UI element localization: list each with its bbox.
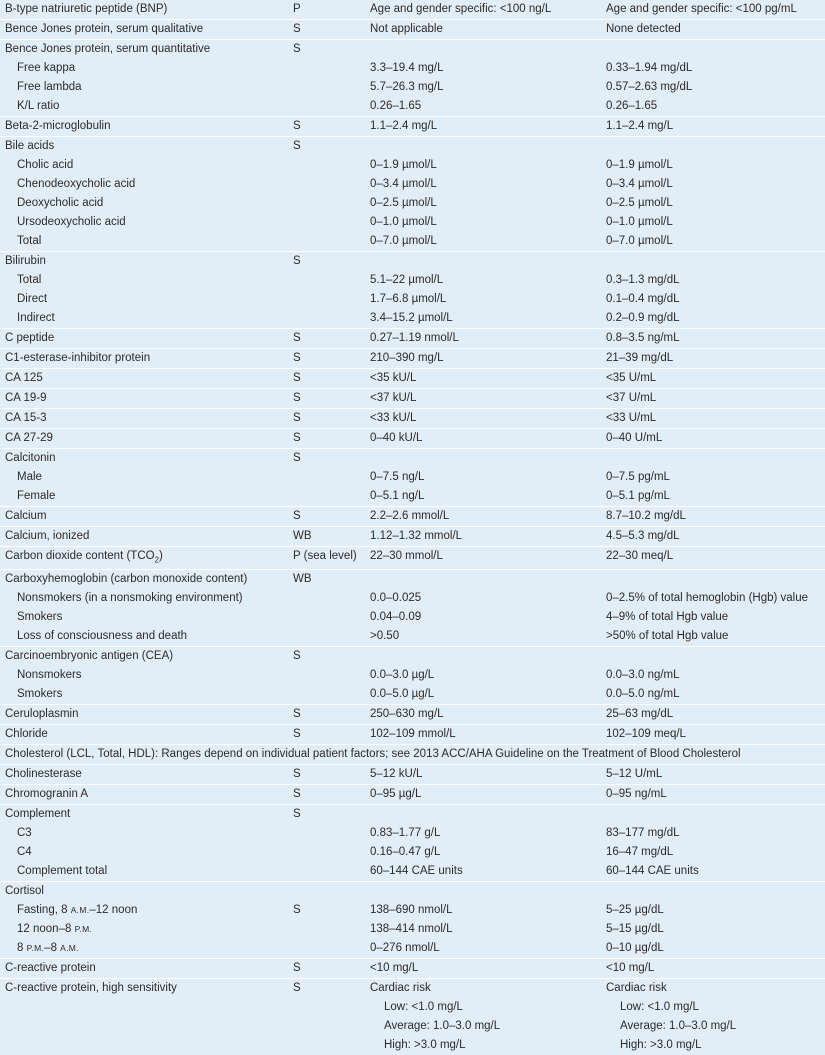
analyte-cell: Ceruloplasmin bbox=[0, 705, 288, 725]
table-row bbox=[0, 97, 825, 117]
table-row bbox=[0, 252, 825, 272]
table-row bbox=[0, 805, 825, 825]
conv-cell: 0–10 µg/dL bbox=[601, 939, 825, 959]
specimen-cell: S bbox=[288, 705, 365, 725]
analyte-cell: Calcium, ionized bbox=[0, 527, 288, 547]
si-cell: 5.1–22 µmol/L bbox=[365, 271, 601, 290]
analyte-cell: C-reactive protein bbox=[0, 959, 288, 979]
row-group-c-peptide bbox=[0, 329, 825, 349]
table-row bbox=[0, 156, 825, 175]
table-row bbox=[0, 647, 825, 667]
analyte-cell: Smokers bbox=[0, 685, 288, 705]
table-row bbox=[0, 59, 825, 78]
analyte-cell: Female bbox=[0, 487, 288, 507]
conv-cell: 22–30 meq/L bbox=[601, 547, 825, 570]
conv-cell: 0.26–1.65 bbox=[601, 97, 825, 117]
table-row bbox=[0, 939, 825, 959]
analyte-cell: C peptide bbox=[0, 329, 288, 349]
si-cell: 3.3–19.4 mg/L bbox=[365, 59, 601, 78]
table-row bbox=[0, 843, 825, 862]
conv-cell: <37 U/mL bbox=[601, 389, 825, 409]
row-group-c1-esterase bbox=[0, 349, 825, 369]
analyte-cell: K/L ratio bbox=[0, 97, 288, 117]
conv-cell: 1.1–2.4 mg/L bbox=[601, 117, 825, 137]
si-cell: 3.4–15.2 µmol/L bbox=[365, 309, 601, 329]
row-group-bnp bbox=[0, 0, 825, 20]
table-row bbox=[0, 685, 825, 705]
analyte-cell: C3 bbox=[0, 824, 288, 843]
table-row bbox=[0, 745, 825, 765]
si-cell: 0–40 kU/L bbox=[365, 429, 601, 449]
conv-cell: 0.0–5.0 ng/mL bbox=[601, 685, 825, 705]
specimen-cell: S bbox=[288, 429, 365, 449]
specimen-cell: S bbox=[288, 369, 365, 389]
conv-cell: 102–109 meq/L bbox=[601, 725, 825, 745]
table-row bbox=[0, 40, 825, 60]
table-row bbox=[0, 468, 825, 487]
si-cell: 0.16–0.47 g/L bbox=[365, 843, 601, 862]
table-row bbox=[0, 824, 825, 843]
conv-cell: 0–5.1 pg/mL bbox=[601, 487, 825, 507]
conv-cell: >50% of total Hgb value bbox=[601, 627, 825, 647]
conv-cell: 0–2.5 µmol/L bbox=[601, 194, 825, 213]
si-cell: 0.0–0.025 bbox=[365, 589, 601, 608]
specimen-cell: S bbox=[288, 979, 365, 1055]
analyte-cell: CA 19-9 bbox=[0, 389, 288, 409]
analyte-cell: Calcium bbox=[0, 507, 288, 527]
conv-cell: 0.8–3.5 ng/mL bbox=[601, 329, 825, 349]
analyte-cell: Cholinesterase bbox=[0, 765, 288, 785]
specimen-cell: P bbox=[288, 0, 365, 20]
conv-cell: 83–177 mg/dL bbox=[601, 824, 825, 843]
conv-cell: 16–47 mg/dL bbox=[601, 843, 825, 862]
conv-cell: 0.3–1.3 mg/dL bbox=[601, 271, 825, 290]
table-row bbox=[0, 409, 825, 429]
conv-cell: 0.2–0.9 mg/dL bbox=[601, 309, 825, 329]
si-cell: 1.1–2.4 mg/L bbox=[365, 117, 601, 137]
table-row bbox=[0, 349, 825, 369]
specimen-cell: S bbox=[288, 389, 365, 409]
si-cell: 0–7.5 ng/L bbox=[365, 468, 601, 487]
conv-cell: 5–12 U/mL bbox=[601, 765, 825, 785]
table-row bbox=[0, 862, 825, 882]
specimen-cell: S bbox=[288, 117, 365, 137]
conv-cell: 60–144 CAE units bbox=[601, 862, 825, 882]
analyte-cell: Bile acids bbox=[0, 137, 288, 157]
analyte-cell: Beta-2-microglobulin bbox=[0, 117, 288, 137]
table-row bbox=[0, 705, 825, 725]
si-cell: 0–95 µg/L bbox=[365, 785, 601, 805]
conv-cell: 0–7.0 µmol/L bbox=[601, 232, 825, 252]
table-row bbox=[0, 78, 825, 97]
conv-cell: 0–1.9 µmol/L bbox=[601, 156, 825, 175]
conv-cell: 0–1.0 µmol/L bbox=[601, 213, 825, 232]
table-row bbox=[0, 627, 825, 647]
conv-cell: 0.33–1.94 mg/dL bbox=[601, 59, 825, 78]
analyte-cell: Complement total bbox=[0, 862, 288, 882]
conv-cell: 8.7–10.2 mg/dL bbox=[601, 507, 825, 527]
specimen-cell: S bbox=[288, 647, 365, 667]
specimen-cell: S bbox=[288, 449, 365, 469]
table-row bbox=[0, 290, 825, 309]
specimen-cell: S bbox=[288, 409, 365, 429]
si-cell: 60–144 CAE units bbox=[365, 862, 601, 882]
analyte-cell: Complement bbox=[0, 805, 288, 825]
row-group-bj-quant bbox=[0, 40, 825, 117]
table-row bbox=[0, 329, 825, 349]
si-cell: 0–1.0 µmol/L bbox=[365, 213, 601, 232]
analyte-cell: 12 noon–8 P.M. bbox=[0, 920, 288, 939]
table-row bbox=[0, 608, 825, 627]
si-cell: 0–3.4 µmol/L bbox=[365, 175, 601, 194]
specimen-cell: S bbox=[288, 765, 365, 785]
table-row bbox=[0, 882, 825, 902]
analyte-cell: Fasting, 8 A.M.–12 noon bbox=[0, 901, 288, 920]
table-row bbox=[0, 369, 825, 389]
si-cell: 0.26–1.65 bbox=[365, 97, 601, 117]
si-cell: 1.12–1.32 mmol/L bbox=[365, 527, 601, 547]
conv-cell: None detected bbox=[601, 20, 825, 40]
analyte-cell: Free kappa bbox=[0, 59, 288, 78]
si-cell: 0.0–3.0 µg/L bbox=[365, 666, 601, 685]
analyte-cell: Indirect bbox=[0, 309, 288, 329]
analyte-cell: Bence Jones protein, serum quantitative bbox=[0, 40, 288, 60]
si-cell: 138–414 nmol/L bbox=[365, 920, 601, 939]
table-row bbox=[0, 117, 825, 137]
table-row bbox=[0, 232, 825, 252]
row-group-ca2729 bbox=[0, 429, 825, 449]
specimen-cell: S bbox=[288, 20, 365, 40]
si-cell: 5–12 kU/L bbox=[365, 765, 601, 785]
analyte-cell: Nonsmokers bbox=[0, 666, 288, 685]
analyte-cell: Ursodeoxycholic acid bbox=[0, 213, 288, 232]
analyte-cell: Total bbox=[0, 232, 288, 252]
conv-cell: 5–25 µg/dL bbox=[601, 901, 825, 920]
si-cell: Not applicable bbox=[365, 20, 601, 40]
table-row bbox=[0, 589, 825, 608]
table-row bbox=[0, 194, 825, 213]
si-cell: Age and gender specific: <100 ng/L bbox=[365, 0, 601, 20]
specimen-cell: P (sea level) bbox=[288, 547, 365, 570]
si-cell: 250–630 mg/L bbox=[365, 705, 601, 725]
si-cell: 102–109 mmol/L bbox=[365, 725, 601, 745]
conv-cell: 0.0–3.0 ng/mL bbox=[601, 666, 825, 685]
si-cell: 210–390 mg/L bbox=[365, 349, 601, 369]
row-group-cholinesterase bbox=[0, 765, 825, 785]
specimen-cell: S bbox=[288, 349, 365, 369]
row-group-ca199 bbox=[0, 389, 825, 409]
si-cell: 0–5.1 ng/L bbox=[365, 487, 601, 507]
row-group-ceruloplasmin bbox=[0, 705, 825, 725]
conv-cell: 4.5–5.3 mg/dL bbox=[601, 527, 825, 547]
si-cell: 0–276 nmol/L bbox=[365, 939, 601, 959]
row-group-cea bbox=[0, 647, 825, 705]
specimen-cell: S bbox=[288, 252, 365, 272]
table-row bbox=[0, 213, 825, 232]
si-cell: 2.2–2.6 mmol/L bbox=[365, 507, 601, 527]
table-row bbox=[0, 959, 825, 979]
analyte-cell: CA 15-3 bbox=[0, 409, 288, 429]
row-group-calcitonin bbox=[0, 449, 825, 507]
analyte-cell: Male bbox=[0, 468, 288, 487]
analyte-cell: 8 P.M.–8 A.M. bbox=[0, 939, 288, 959]
analyte-cell: Carbon dioxide content $(TCO_2)$ bbox=[0, 547, 288, 570]
si-cell: >0.50 bbox=[365, 627, 601, 647]
table-row bbox=[0, 429, 825, 449]
specimen-cell: S bbox=[288, 329, 365, 349]
si-cell: <37 kU/L bbox=[365, 389, 601, 409]
conv-cell: <33 U/mL bbox=[601, 409, 825, 429]
row-group-chromogranin bbox=[0, 785, 825, 805]
analyte-cell: B-type natriuretic peptide (BNP) bbox=[0, 0, 288, 20]
table-row bbox=[0, 666, 825, 685]
table-row bbox=[0, 389, 825, 409]
row-group-cholesterol bbox=[0, 745, 825, 765]
analyte-cell: CA 27-29 bbox=[0, 429, 288, 449]
row-group-bile-acids bbox=[0, 137, 825, 252]
row-group-b2m bbox=[0, 117, 825, 137]
table-row bbox=[0, 449, 825, 469]
conv-cell: 0–40 U/mL bbox=[601, 429, 825, 449]
row-group-cortisol bbox=[0, 882, 825, 959]
row-group-ca153 bbox=[0, 409, 825, 429]
table-row bbox=[0, 901, 825, 920]
si-cell: 0.0–5.0 µg/L bbox=[365, 685, 601, 705]
analyte-cell: Cortisol bbox=[0, 882, 288, 902]
analyte-cell: Total bbox=[0, 271, 288, 290]
specimen-cell: S bbox=[288, 901, 365, 920]
analyte-cell: Carcinoembryonic antigen (CEA) bbox=[0, 647, 288, 667]
table-row bbox=[0, 920, 825, 939]
table-row bbox=[0, 309, 825, 329]
conv-cell: 0.57–2.63 mg/dL bbox=[601, 78, 825, 97]
row-group-bj-qual bbox=[0, 20, 825, 40]
row-group-calcium bbox=[0, 507, 825, 527]
analyte-cell: Free lambda bbox=[0, 78, 288, 97]
conv-cell: 21–39 mg/dL bbox=[601, 349, 825, 369]
conv-cell: Cardiac risk Low: <1.0 mg/L Average: 1.0–3.0 mg/L High: >3.0 mg/L bbox=[601, 979, 825, 1055]
analyte-cell: Bence Jones protein, serum qualitative bbox=[0, 20, 288, 40]
si-cell: 0–1.9 µmol/L bbox=[365, 156, 601, 175]
specimen-cell: S bbox=[288, 725, 365, 745]
row-group-hscrp bbox=[0, 979, 825, 1055]
si-cell: <35 kU/L bbox=[365, 369, 601, 389]
table-row bbox=[0, 570, 825, 590]
analyte-cell: Chenodeoxycholic acid bbox=[0, 175, 288, 194]
conv-cell: 4–9% of total Hgb value bbox=[601, 608, 825, 627]
si-cell: 0–2.5 µmol/L bbox=[365, 194, 601, 213]
table-row bbox=[0, 547, 825, 570]
si-cell: 0–7.0 µmol/L bbox=[365, 232, 601, 252]
row-group-complement bbox=[0, 805, 825, 882]
table-row bbox=[0, 20, 825, 40]
row-group-calcium-ionized bbox=[0, 527, 825, 547]
specimen-cell: S bbox=[288, 785, 365, 805]
si-cell: 0.83–1.77 g/L bbox=[365, 824, 601, 843]
table-row bbox=[0, 137, 825, 157]
row-group-carboxyhemoglobin bbox=[0, 570, 825, 647]
conv-cell: 5–15 µg/dL bbox=[601, 920, 825, 939]
analyte-cell: CA 125 bbox=[0, 369, 288, 389]
analyte-cell: Carboxyhemoglobin (carbon monoxide content) bbox=[0, 570, 288, 590]
conv-cell: 0.1–0.4 mg/dL bbox=[601, 290, 825, 309]
si-cell: <10 mg/L bbox=[365, 959, 601, 979]
table-row bbox=[0, 527, 825, 547]
analyte-cell: Direct bbox=[0, 290, 288, 309]
analyte-cell: Nonsmokers (in a nonsmoking environment) bbox=[0, 589, 288, 608]
analyte-cell: Smokers bbox=[0, 608, 288, 627]
table-row bbox=[0, 271, 825, 290]
si-cell: 1.7–6.8 µmol/L bbox=[365, 290, 601, 309]
analyte-cell: Calcitonin bbox=[0, 449, 288, 469]
conv-cell: 25–63 mg/dL bbox=[601, 705, 825, 725]
si-cell: 0.04–0.09 bbox=[365, 608, 601, 627]
row-group-co2 bbox=[0, 547, 825, 570]
specimen-cell: S bbox=[288, 137, 365, 157]
row-group-chloride bbox=[0, 725, 825, 745]
table-row bbox=[0, 765, 825, 785]
si-cell: Cardiac risk Low: <1.0 mg/L Average: 1.0–3.0 mg/L High: >3.0 mg/L bbox=[365, 979, 601, 1055]
analyte-cell: Cholic acid bbox=[0, 156, 288, 175]
conv-cell: 0–95 ng/mL bbox=[601, 785, 825, 805]
si-cell: 138–690 nmol/L bbox=[365, 901, 601, 920]
table-row bbox=[0, 487, 825, 507]
specimen-cell: S bbox=[288, 805, 365, 825]
si-cell: 22–30 mmol/L bbox=[365, 547, 601, 570]
specimen-cell: WB bbox=[288, 570, 365, 590]
table-row bbox=[0, 785, 825, 805]
si-cell: 0.27–1.19 nmol/L bbox=[365, 329, 601, 349]
si-cell: 5.7–26.3 mg/L bbox=[365, 78, 601, 97]
conv-cell: 0–7.5 pg/mL bbox=[601, 468, 825, 487]
analyte-cell: C1-esterase-inhibitor protein bbox=[0, 349, 288, 369]
row-group-crp bbox=[0, 959, 825, 979]
si-cell: <33 kU/L bbox=[365, 409, 601, 429]
row-group-ca125 bbox=[0, 369, 825, 389]
conv-cell: <10 mg/L bbox=[601, 959, 825, 979]
table-row bbox=[0, 0, 825, 20]
analyte-cell: Chromogranin A bbox=[0, 785, 288, 805]
specimen-cell: S bbox=[288, 507, 365, 527]
table-row bbox=[0, 725, 825, 745]
specimen-cell: S bbox=[288, 40, 365, 60]
table-row bbox=[0, 979, 825, 1055]
row-group-bilirubin bbox=[0, 252, 825, 329]
analyte-cell: Chloride bbox=[0, 725, 288, 745]
cholesterol-note: Cholesterol (LCL, Total, HDL): Ranges depend on individual patient factors; see 2013 ACC/AHA Guideline on the Treatment of Blood Cholesterol bbox=[0, 745, 825, 765]
analyte-cell: C4 bbox=[0, 843, 288, 862]
analyte-cell: C-reactive protein, high sensitivity bbox=[0, 979, 288, 1055]
specimen-cell: S bbox=[288, 959, 365, 979]
table-row bbox=[0, 175, 825, 194]
specimen-cell: WB bbox=[288, 527, 365, 547]
conv-cell: 0–2.5% of total hemoglobin (Hgb) value bbox=[601, 589, 825, 608]
conv-cell: Age and gender specific: <100 pg/mL bbox=[601, 0, 825, 20]
conv-cell: 0–3.4 µmol/L bbox=[601, 175, 825, 194]
analyte-cell: Deoxycholic acid bbox=[0, 194, 288, 213]
table-row bbox=[0, 507, 825, 527]
conv-cell: <35 U/mL bbox=[601, 369, 825, 389]
analyte-cell: Loss of consciousness and death bbox=[0, 627, 288, 647]
analyte-cell: Bilirubin bbox=[0, 252, 288, 272]
